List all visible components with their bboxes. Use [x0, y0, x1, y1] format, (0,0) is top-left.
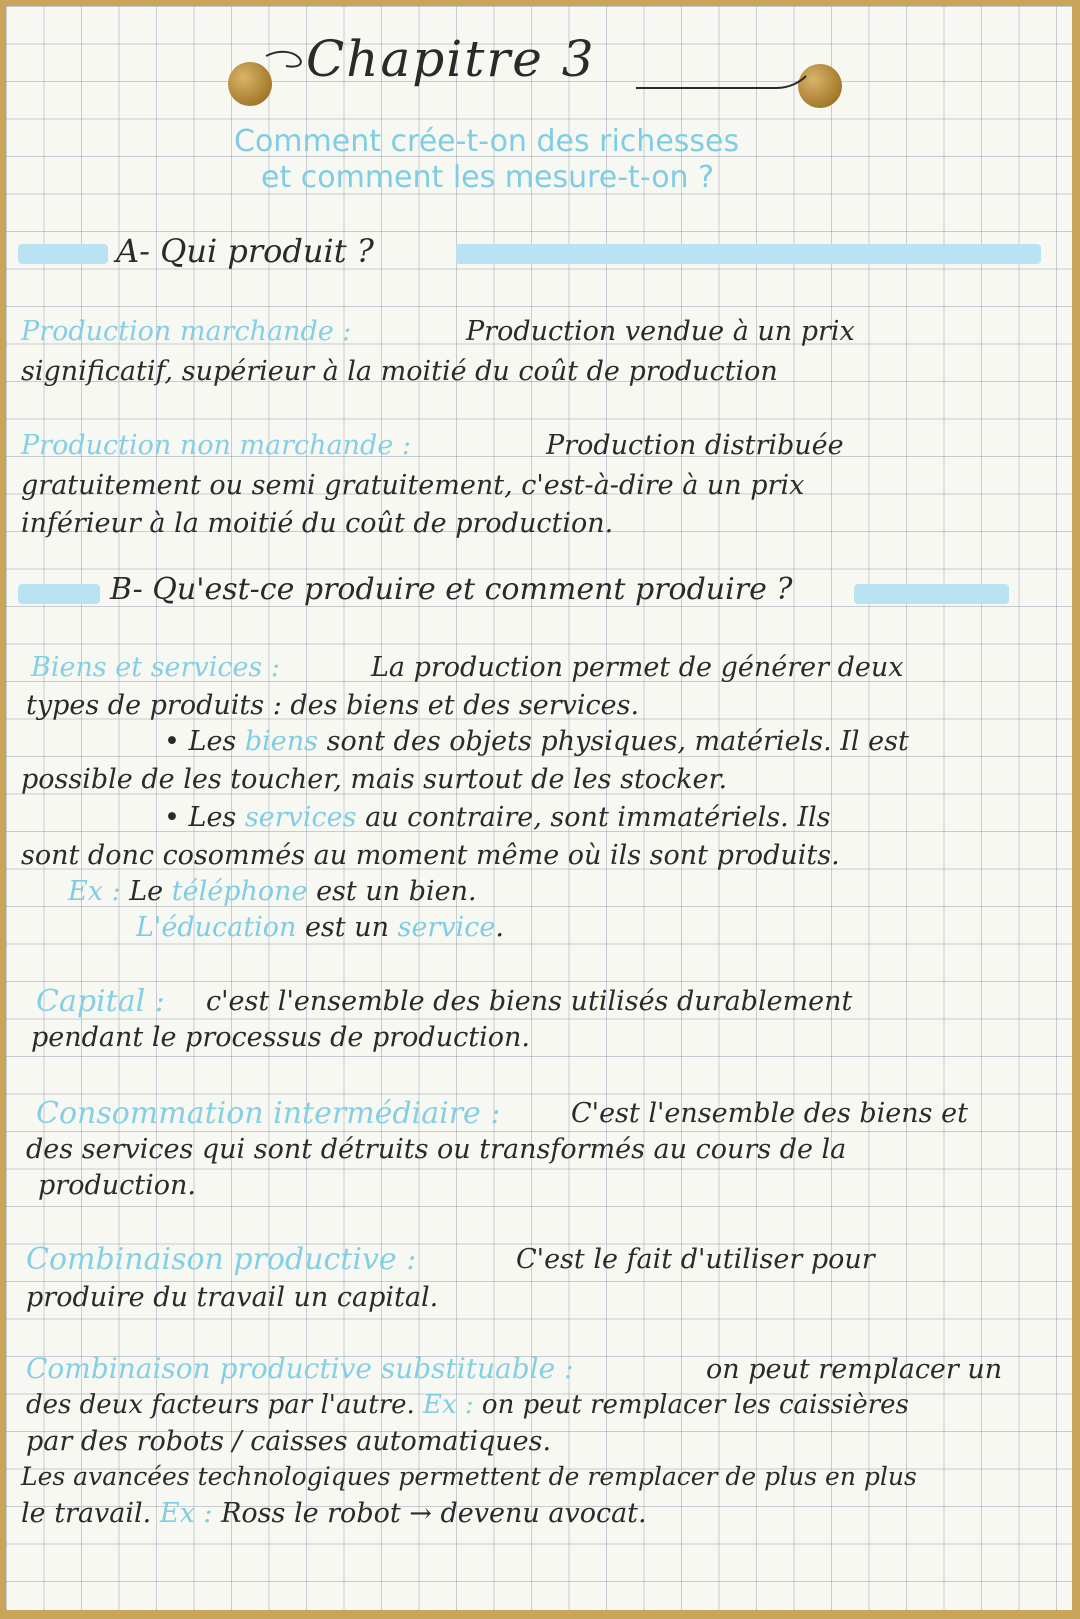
def-combinaison-substituable-term: Combinaison productive substituable : — [26, 1352, 574, 1385]
def-production-non-marchande-text2: gratuitement ou semi gratuitement, c'est-à-dire à un prix — [21, 470, 805, 501]
example-education-pre: L' — [136, 912, 162, 943]
def-combinaison-term: Combinaison productive : — [26, 1242, 417, 1277]
example-education-mid: est un — [304, 912, 389, 943]
def-combinaison-text1: C'est le fait d'utiliser pour — [516, 1244, 875, 1275]
def-biens-services-text1: La production permet de générer deux — [371, 652, 904, 683]
notebook-page — [6, 6, 1072, 1610]
def-production-non-marchande-text1: Production distribuée — [546, 430, 844, 461]
cps-text2-post: on peut remplacer les caissières — [481, 1390, 909, 1420]
cps-example-label: Ex : — [422, 1390, 474, 1420]
example-education-word2: service — [397, 912, 496, 943]
def-combinaison-text2: produire du travail un capital. — [26, 1282, 439, 1313]
def-combinaison-substituable-text5 — [21, 1498, 647, 1529]
def-capital-term: Capital : — [36, 984, 165, 1019]
example-telephone-pre: Le — [129, 876, 164, 907]
section-a-highlight-left — [18, 244, 108, 264]
bullet-services-post: au contraire, sont immatériels. Ils — [365, 802, 831, 833]
def-production-marchande-text1: Production vendue à un prix — [466, 316, 855, 347]
example-telephone-word: téléphone — [171, 876, 308, 907]
bullet-services-pre: • Les — [164, 802, 237, 833]
cps-example2-label: Ex : — [159, 1498, 213, 1529]
section-b-highlight-left — [18, 584, 100, 604]
cps-text5-post: Ross le robot → devenu avocat. — [221, 1498, 647, 1529]
cps-text5-pre: le travail. — [21, 1498, 152, 1529]
def-combinaison-substituable-text4: Les avancées technologiques permettent de remplacer de plus en plus — [21, 1462, 917, 1491]
bullet-services-line2: sont donc cosommés au moment même où ils sont produits. — [21, 840, 840, 871]
def-consommation-term: Consommation intermédiaire : — [36, 1096, 501, 1131]
section-a-highlight-right — [456, 244, 1041, 264]
subtitle-line1: Comment crée-t-on des richesses — [234, 124, 740, 159]
def-combinaison-substituable-text2 — [26, 1390, 909, 1420]
bullet-biens-post: sont des objets physiques, matériels. Il est — [326, 726, 909, 757]
bullet-biens-line2: possible de les toucher, mais surtout de les stocker. — [21, 764, 728, 795]
def-production-non-marchande-term: Production non marchande : — [21, 430, 411, 461]
example-telephone — [68, 876, 477, 907]
example-education-post: . — [495, 912, 504, 943]
example-education — [136, 912, 504, 943]
cps-text2-pre: des deux facteurs par l'autre. — [26, 1390, 415, 1420]
def-consommation-text2: des services qui sont détruits ou transformés au cours de la — [26, 1134, 847, 1165]
section-b-highlight-right — [854, 584, 1009, 604]
bullet-services-word: services — [244, 802, 357, 833]
def-combinaison-substituable-text3: par des robots / caisses automatiques. — [26, 1426, 552, 1457]
section-b-title: B- Qu'est-ce produire et comment produire ? — [110, 572, 793, 607]
bullet-biens-pre: • Les — [164, 726, 237, 757]
bullet-biens-word: biens — [244, 726, 319, 757]
example-telephone-post: est un bien. — [316, 876, 477, 907]
def-capital-text1: c'est l'ensemble des biens utilisés durablement — [206, 986, 853, 1017]
def-consommation-text1: C'est l'ensemble des biens et — [571, 1098, 968, 1129]
def-capital-text2: pendant le processus de production. — [31, 1022, 530, 1053]
section-a-title: A- Qui produit ? — [116, 232, 374, 270]
example-education-word: éducation — [161, 912, 297, 943]
def-production-marchande-term: Production marchande : — [21, 316, 352, 347]
def-consommation-text3: production. — [38, 1170, 196, 1201]
def-production-non-marchande-text3: inférieur à la moitié du coût de production. — [21, 508, 614, 539]
bullet-biens — [164, 726, 909, 757]
example-label: Ex : — [68, 876, 121, 907]
def-production-marchande-text2: significatif, supérieur à la moitié du coût de production — [21, 356, 778, 387]
def-biens-services-term: Biens et services : — [31, 652, 280, 683]
def-biens-services-text2: types de produits : des biens et des services. — [26, 690, 640, 721]
bullet-services — [164, 802, 830, 833]
chapter-title: Chapitre 3 — [306, 30, 596, 88]
def-combinaison-substituable-text1: on peut remplacer un — [706, 1354, 1003, 1385]
subtitle-line2: et comment les mesure-t-on ? — [261, 160, 715, 195]
